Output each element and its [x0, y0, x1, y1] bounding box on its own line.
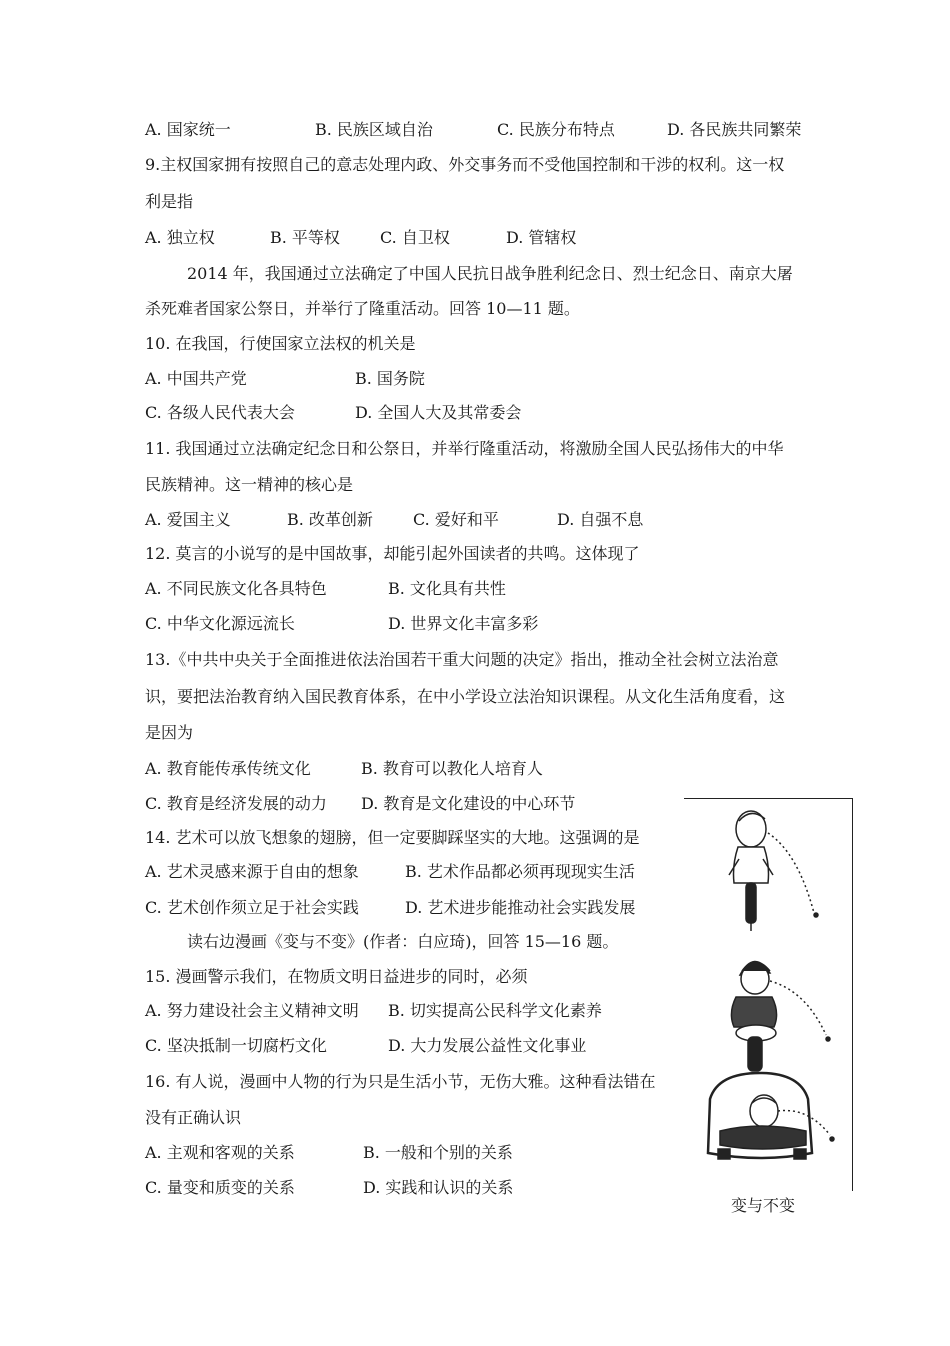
q12-option-a: A. 不同民族文化各具特色	[145, 579, 327, 598]
q16-option-c: C. 量变和质变的关系	[145, 1178, 295, 1197]
cartoon-caption: 变与不变	[731, 1196, 796, 1215]
q15-stem: 15. 漫画警示我们，在物质文明日益进步的同时，必须	[145, 967, 528, 986]
q14-option-c: C. 艺术创作须立足于社会实践	[145, 898, 359, 917]
q9-option-b: B. 平等权	[270, 228, 340, 247]
q13-option-a: A. 教育能传承传统文化	[145, 759, 311, 778]
q13-stem-line1: 13.《中共中央关于全面推进依法治国若干重大问题的决定》指出，推动全社会树立法治意	[145, 650, 779, 669]
q11-option-c: C. 爱好和平	[413, 510, 499, 529]
q12-stem: 12. 莫言的小说写的是中国故事，却能引起外国读者的共鸣。这体现了	[145, 544, 640, 563]
q12-option-c: C. 中华文化源远流长	[145, 614, 295, 633]
q15-option-d: D. 大力发展公益性文化事业	[388, 1036, 587, 1055]
q16-stem-line1: 16. 有人说，漫画中人物的行为只是生活小节，无伤大雅。这种看法错在	[145, 1072, 656, 1091]
q9-stem-line2: 利是指	[145, 192, 194, 211]
cartoon-panel-car	[708, 1073, 834, 1159]
q8-option-c: C. 民族分布特点	[497, 120, 615, 139]
q13-stem-line2: 识，要把法治教育纳入国民教育体系，在中小学设立法治知识课程。从文化生活角度看，这	[145, 687, 786, 706]
q11-option-d: D. 自强不息	[557, 510, 644, 529]
intro-10-11-line2: 杀死难者国家公祭日，并举行了隆重活动。回答 10—11 题。	[145, 299, 580, 318]
q15-option-a: A. 努力建设社会主义精神文明	[145, 1001, 359, 1020]
q16-option-d: D. 实践和认识的关系	[363, 1178, 514, 1197]
q15-option-b: B. 切实提高公民科学文化素养	[388, 1001, 602, 1020]
q8-option-a: A. 国家统一	[145, 120, 231, 139]
q16-option-b: B. 一般和个别的关系	[363, 1143, 513, 1162]
q14-option-d: D. 艺术进步能推动社会实践发展	[405, 898, 636, 917]
q14-stem: 14. 艺术可以放飞想象的翅膀，但一定要脚踩坚实的大地。这强调的是	[145, 828, 640, 847]
q13-option-b: B. 教育可以教化人培育人	[361, 759, 543, 778]
q10-option-a: A. 中国共产党	[145, 369, 247, 388]
q10-option-c: C. 各级人民代表大会	[145, 403, 295, 422]
q16-stem-line2: 没有正确认识	[145, 1108, 242, 1127]
q16-option-a: A. 主观和客观的关系	[145, 1143, 295, 1162]
q11-stem-line1: 11. 我国通过立法确定纪念日和公祭日，并举行隆重活动，将激励全国人民弘扬伟大的中华	[145, 439, 784, 458]
q8-option-d: D. 各民族共同繁荣	[667, 120, 802, 139]
q12-option-d: D. 世界文化丰富多彩	[388, 614, 539, 633]
q14-option-b: B. 艺术作品都必须再现现实生活	[405, 862, 635, 881]
q9-option-d: D. 管辖权	[506, 228, 577, 247]
q13-stem-line3: 是因为	[145, 723, 194, 742]
q15-option-c: C. 坚决抵制一切腐朽文化	[145, 1036, 327, 1055]
q8-option-b: B. 民族区域自治	[315, 120, 433, 139]
q14-option-a: A. 艺术灵感来源于自由的想象	[145, 862, 359, 881]
cartoon-panel-motorbike	[731, 961, 830, 1071]
cartoon-drawing	[684, 799, 852, 1191]
q11-option-a: A. 爱国主义	[145, 510, 231, 529]
q10-stem: 10. 在我国，行使国家立法权的机关是	[145, 334, 416, 353]
q11-stem-line2: 民族精神。这一精神的核心是	[145, 475, 354, 494]
q9-option-a: A. 独立权	[145, 228, 215, 247]
q13-option-d: D. 教育是文化建设的中心环节	[361, 794, 576, 813]
q13-option-c: C. 教育是经济发展的动力	[145, 794, 327, 813]
cartoon-figure	[684, 798, 853, 1191]
q9-option-c: C. 自卫权	[380, 228, 450, 247]
cartoon-panel-bicycle	[729, 811, 818, 931]
intro-15-16: 读右边漫画《变与不变》(作者：白应琦)，回答 15—16 题。	[187, 932, 619, 951]
intro-10-11-line1: 2014 年，我国通过立法确定了中国人民抗日战争胜利纪念日、烈士纪念日、南京大屠	[187, 264, 793, 283]
q11-option-b: B. 改革创新	[287, 510, 373, 529]
q10-option-d: D. 全国人大及其常委会	[355, 403, 522, 422]
q9-stem-line1: 9.主权国家拥有按照自己的意志处理内政、外交事务而不受他国控制和干涉的权利。这一权	[145, 155, 785, 174]
q10-option-b: B. 国务院	[355, 369, 425, 388]
q12-option-b: B. 文化具有共性	[388, 579, 506, 598]
